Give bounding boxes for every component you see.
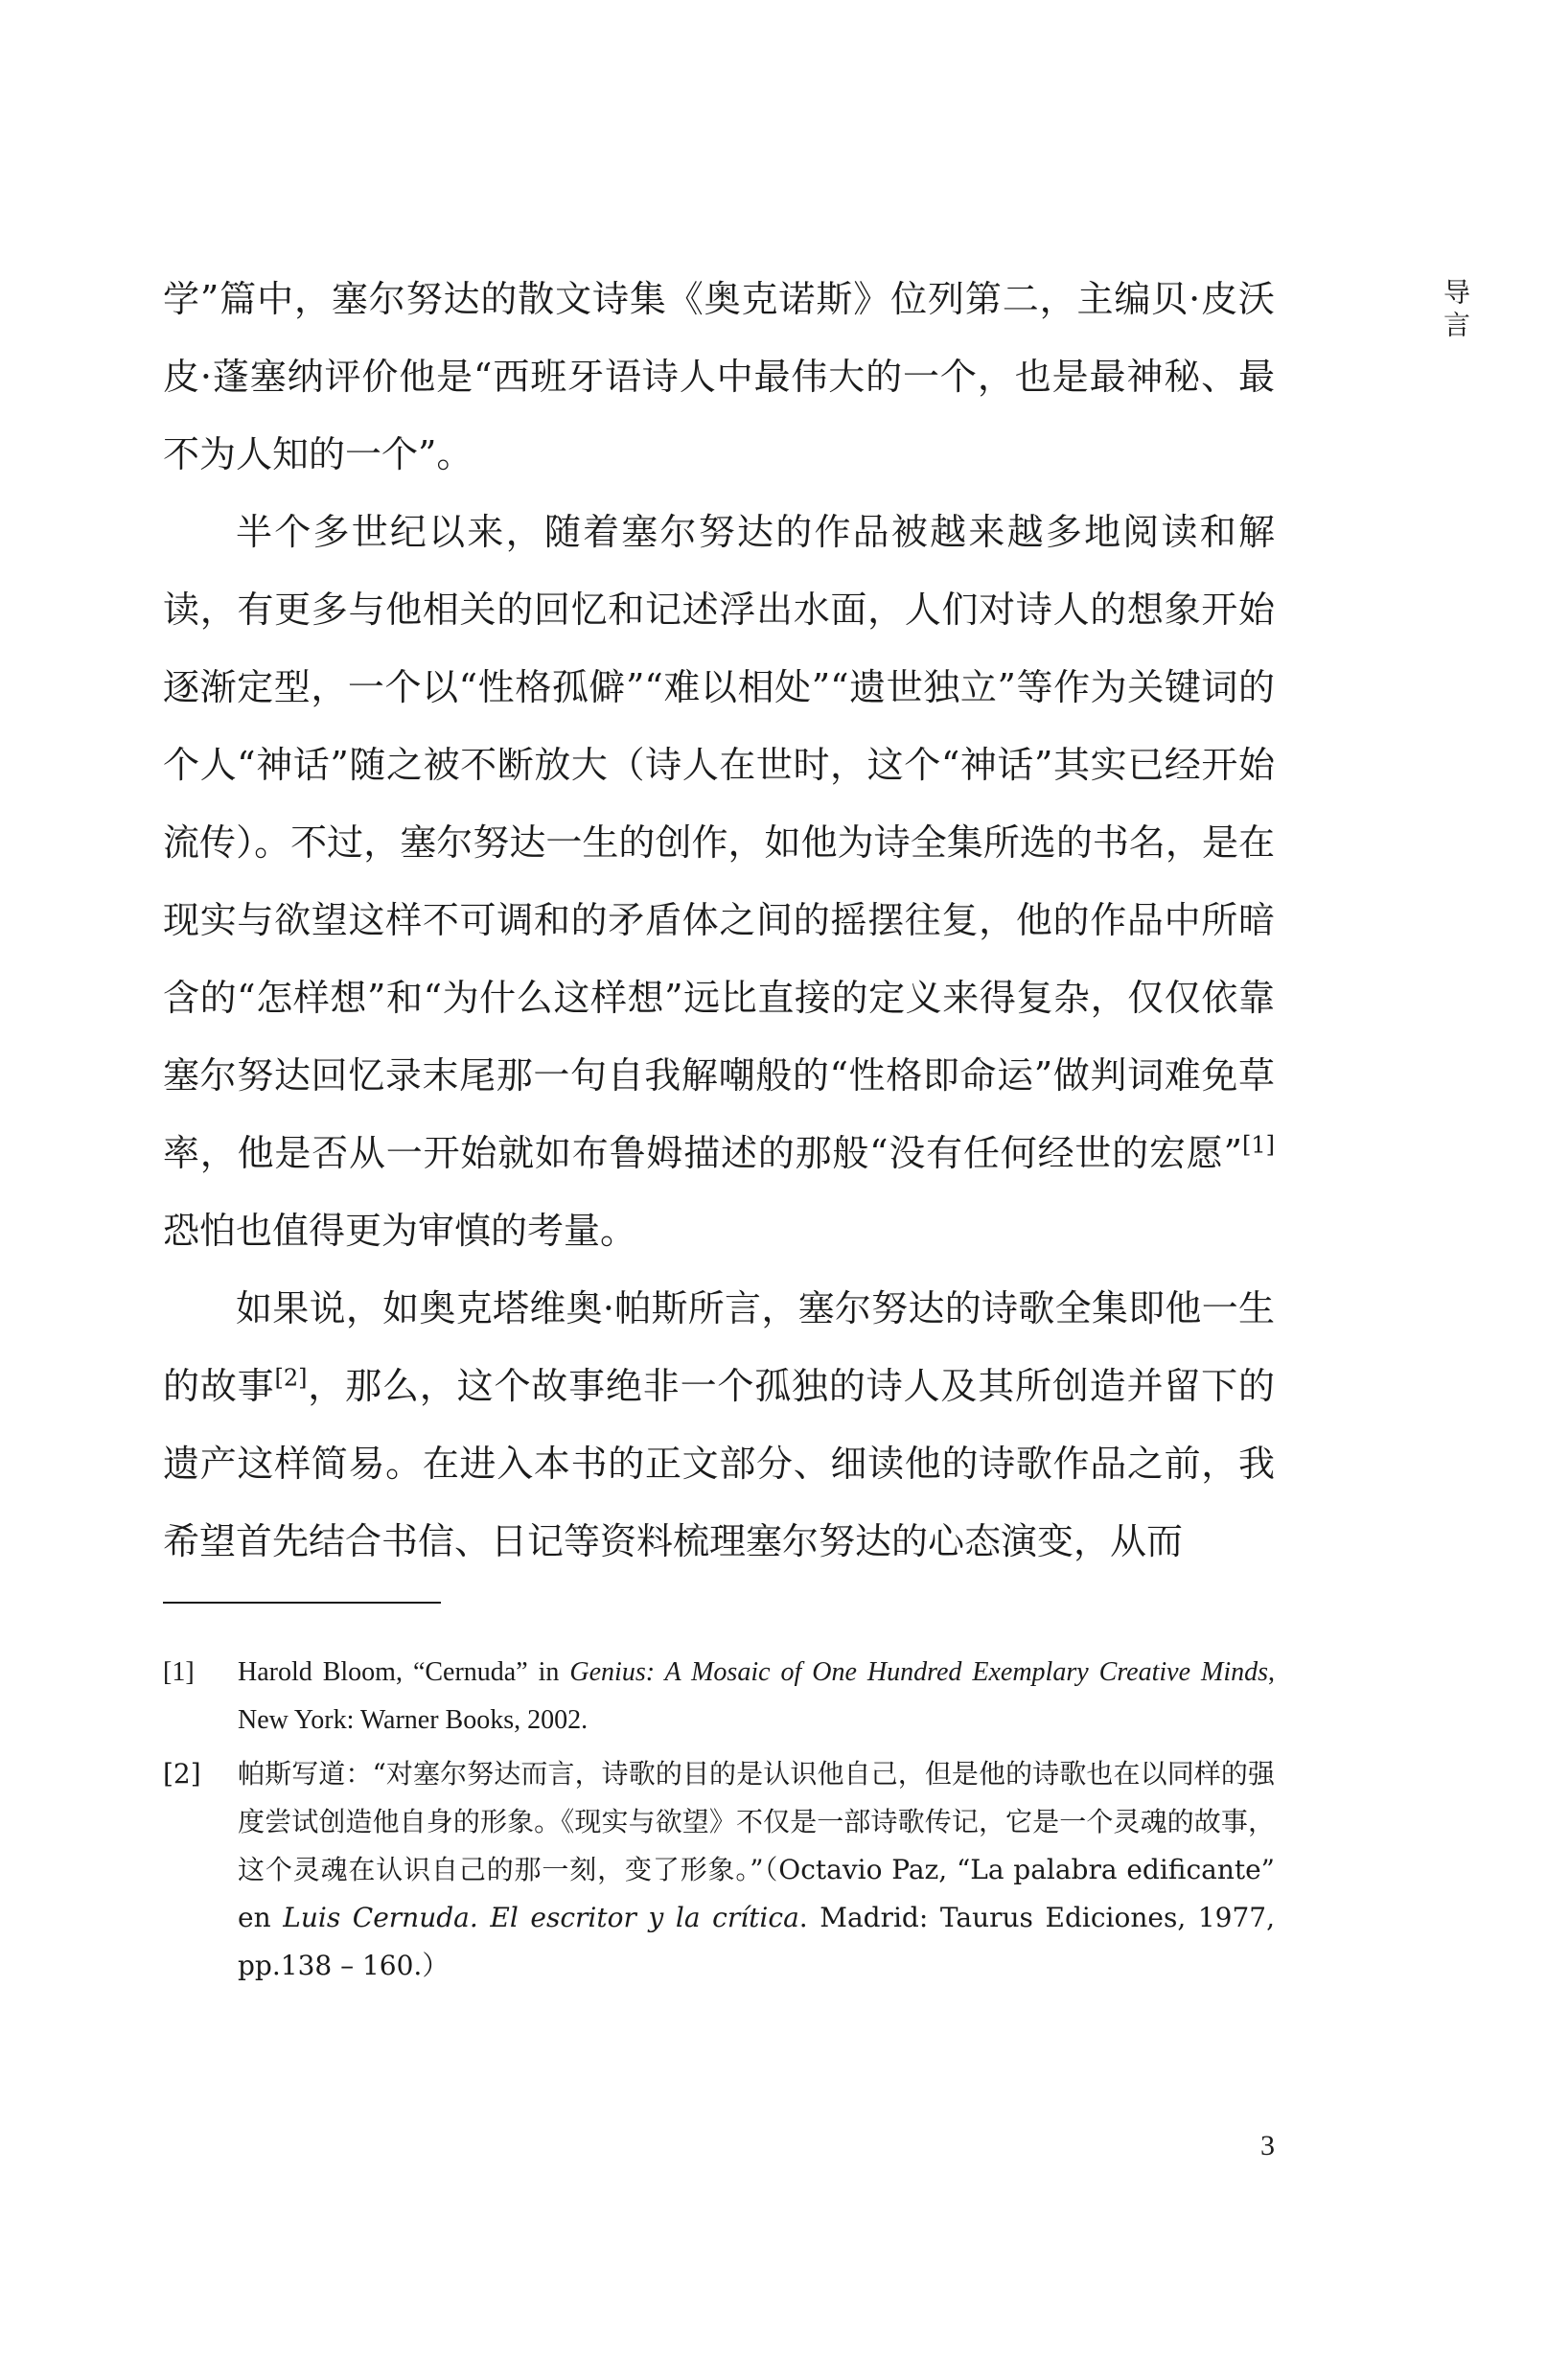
footnote-divider: [163, 1602, 441, 1604]
footnote-text-end: , New York: Warner Books, 2002.: [238, 1657, 1275, 1735]
footnote-text: Harold Bloom, “Cernuda” in: [238, 1657, 570, 1687]
running-header: 导言: [1440, 278, 1471, 343]
footnote-reference-1[interactable]: [1]: [1242, 1131, 1275, 1159]
paragraph-1-text: 学”篇中，塞尔努达的散文诗集《奥克诺斯》位列第二，主编贝·皮沃皮·蓬塞纳评价他是“西班牙语诗人中最伟大的一个，也是最神秘、最不为人知的一个”。: [163, 278, 1275, 475]
paragraph-continued: [163, 261, 1275, 494]
footnotes: [163, 1649, 1275, 1990]
main-text: [163, 261, 1275, 1581]
paragraph-2-text-end: 恐怕也值得更为审慎的考量。: [163, 1210, 637, 1252]
paragraph: [163, 494, 1275, 1270]
footnote-number: [1]: [163, 1657, 195, 1687]
footnote-1: [163, 1649, 1275, 1745]
page-number: 3: [1260, 2130, 1275, 2161]
footnote-text-end: . Madrid: Taurus Ediciones, 1977, pp.138 – 160.）: [238, 1902, 1275, 1981]
footnote-number: [2]: [163, 1758, 201, 1790]
footnote-title-italic: Luis Cernuda. El escritor y la crítica: [283, 1902, 799, 1933]
footnote-text: 帕斯写道：“对塞尔努达而言，诗歌的目的是认识他自己，但是他的诗歌也在以同样的强度尝试创造他自身的形象。《现实与欲望》不仅是一部诗歌传记，它是一个灵魂的故事，这个灵魂在认识自己的那一刻，变了形象。”（Octavio Paz, “La palabra edificante” en: [238, 1758, 1275, 1933]
paragraph-3-text-end: ，那么，这个故事绝非一个孤独的诗人及其所创造并留下的遗产这样简易。在进入本书的正文部分、细读他的诗歌作品之前，我希望首先结合书信、日记等资料梳理塞尔努达的心态演变，从而: [163, 1365, 1275, 1562]
footnote-2: [163, 1750, 1275, 1990]
footnote-reference-2[interactable]: [2]: [274, 1364, 308, 1392]
paragraph-3-text: 如果说，如奥克塔维奥·帕斯所言，塞尔努达的诗歌全集即他一生的故事: [163, 1287, 1275, 1407]
paragraph-2-text: 半个多世纪以来，随着塞尔努达的作品被越来越多地阅读和解读，有更多与他相关的回忆和记述浮出水面，人们对诗人的想象开始逐渐定型，一个以“性格孤僻”“难以相处”“遗世独立”等作为关键词的个人“神话”随之被不断放大（诗人在世时，这个“神话”其实已经开始流传）。不过，塞尔努达一生的创作，如他为诗全集所选的书名，是在现实与欲望这样不可调和的矛盾体之间的摇摆往复，他的作品中所暗含的“怎样想”和“为什么这样想”远比直接的定义来得复杂，仅仅依靠塞尔努达回忆录末尾那一句自我解嘲般的“性格即命运”做判词难免草率，他是否从一开始就如布鲁姆描述的那般“没有任何经世的宏愿”: [163, 511, 1275, 1174]
footnote-title-italic: Genius: A Mosaic of One Hundred Exemplary Creative Minds: [569, 1657, 1268, 1687]
paragraph: [163, 1270, 1275, 1581]
